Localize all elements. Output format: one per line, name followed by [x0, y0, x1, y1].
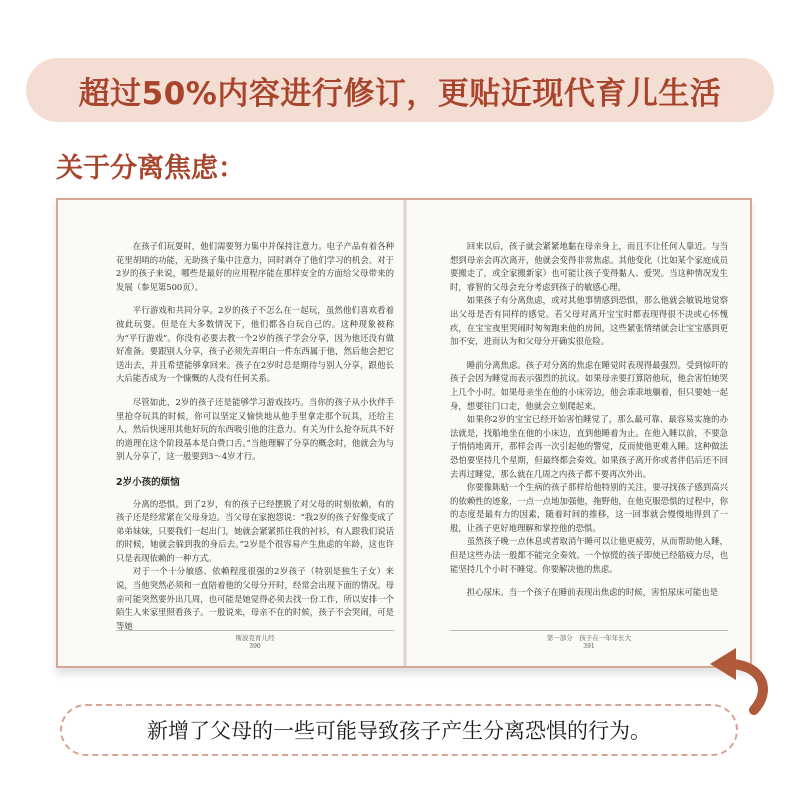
page-number: 391	[583, 643, 595, 650]
caption-box	[60, 704, 738, 756]
paragraph: 虽然孩子晚一点休息或者取消午睡可以让他更疲劳，从而帮助他入睡，但是这些办法一般都不能完全奏效。一个惊慌的孩子即使已经筋疲力尽，也能坚持几个小时不睡觉。你要解决他的焦虑。	[450, 536, 728, 574]
open-book	[56, 198, 752, 668]
paragraph: 回来以后，孩子就会紧紧地黏在母亲身上，而且不让任何人靠近。与当想到母亲会再次离开，他就会变得非常焦虑。其他变化（比如某个家庭成员要搬走了，或全家搬新家）也可能让孩子变得黏人、爱哭。当这种情况发生时，睿智的父母会充分考虑到孩子的敏感心理。	[450, 241, 728, 292]
caption-text: 新增了父母的一些可能导致孩子产生分离恐惧的行为。	[147, 719, 651, 743]
paragraph: 睡前分离焦虑。孩子对分离的焦虑在睡觉时表现得最强烈。受到惊吓的孩子会因为睡觉而表示强烈的抗议。如果母亲要打算陪他玩，他会害怕她哭上几个小时。如果母亲坐在他的小床旁边，他会乖乖地躺着，但只要她一起身，想要往门口走，他就会立刻爬起来。	[450, 359, 728, 411]
paragraph: 尽管如此，2岁的孩子还是能够学习游戏技巧。当你的孩子从小伙伴手里抢夺玩具的时候，你可以坚定又愉快地从他手里拿走那个玩具，还给主人，然后快速用其他好玩的东西吸引他的注意力。有关为什么抢夺玩具不好的道理在这个阶段基本是白费口舌。”当他理解了分享的概念时，他就会为与别人分享了，这一般要到3～4岁才行。	[116, 396, 394, 462]
footer-title: 第一部分 孩子在一年年长大	[546, 634, 632, 642]
page-number: 390	[249, 643, 261, 650]
right-page-footer	[450, 630, 728, 650]
paragraph: 平行游戏和共同分享。2岁的孩子不怎么在一起玩，虽然他们喜欢看着彼此玩耍。但是在大多数情况下，他们都各自玩自己的。这种现象被称为“平行游戏”。你没有必要去教一个2岁的孩子学会分享，因为他还没有做好准备。要跟别人分享，孩子必须先弄明白一件东西属于他，然后他会把它送出去，并且希望能够拿回来。孩子在2岁时总是期待与别人分享，跟他长大后能否成为一个慷慨的人没有任何关系。	[116, 305, 394, 384]
paragraph: 分离的恐惧。到了2岁，有的孩子已经摆脱了对父母的时刻依赖，有的孩子还是经常紧在父母身边。当父母在家抱怨说：“我2岁的孩子好像变成了弟弟妹妹，只要我们一起出门，她就会紧紧抓住我的衬衫，有人跟我们说话的时候，她就会躲到我的身后去。”2岁是个很容易产生焦虑的年龄，这也许只是表现依赖的一种方式。	[116, 498, 394, 563]
left-page-footer	[116, 630, 394, 650]
paragraph: 对于一个十分敏感、依赖程度很强的2岁孩子（特别是独生子女）来说，当他突然必须和一直陪着他的父母分开时，经常会出现下面的情况。母亲可能突然要外出几周，也可能是她觉得必须去找一份工作，所以安排一个陌生人来家里照看孩子。一般说来，母亲不在的时候，孩子不会哭闹，可是等她	[116, 566, 394, 631]
footer-title: 斯波克育儿经	[235, 634, 275, 642]
left-page	[116, 240, 394, 631]
paragraph: 如果你2岁的宝宝已经开始害怕睡觉了，那么最可靠、最容易实施的办法就是，找船地坐在他的小床边，直到他睡着为止。在他入睡以前，不要急于悄悄地离开，那样会再一次引起他的警觉，反而使他更难入睡。这种做法恐怕要坚持几个星期，但最终都会奏效。如果孩子离开你或者伴侣后还不回去再过睡觉，那么就在几周之内孩子都不要再次外出。	[450, 414, 728, 479]
paragraph: 在孩子们玩耍时，他们需要努力集中并保持注意力。电子产品有着各种花里胡哨的功能，无助孩子集中注意力，同时剥夺了他们学习的机会。对于2岁的孩子来说，哪些是最好的应用程序能在那样安全的方面给父母带来的发展（参见第500页）。	[116, 241, 394, 292]
paragraph: 如果孩子有分离焦虑，或对其他事情感到恐惧，那么他就会敏锐地觉察出父母是否有同样的感觉。若父母对离开宝宝时都表现得很不决或心怀愧疚，在宝宝夜里哭闹时匆匆跑来他的房间，这些紧张情绪就会让宝宝感到更加不安，进而认为和父母分开确实很危险。	[450, 295, 728, 347]
right-page	[450, 240, 728, 620]
banner	[26, 58, 774, 122]
page-heading: 2岁小孩的烦恼	[116, 476, 180, 488]
book-spine	[403, 200, 407, 666]
paragraph: 你要像陈贴一个生病的孩子那样给他特别的关注，要寻找孩子感到高兴的依赖性的迹象，一点一点地加强他，拖野他，在他克服恐惧的过程中，你的态度是最有力的因素，随着时间的推移，这一回事就会慢慢地得到了一般，让孩子更好地理解和掌控他的恐惧。	[450, 482, 728, 533]
section-title: 关于分离焦虑：	[56, 153, 245, 184]
paragraph: 担心尿床。当一个孩子在睡前表现出焦虑的时候，害怕尿床可能也是	[466, 587, 719, 598]
banner-text: 超过50%内容进行修订，更贴近现代育儿生活	[78, 75, 722, 112]
